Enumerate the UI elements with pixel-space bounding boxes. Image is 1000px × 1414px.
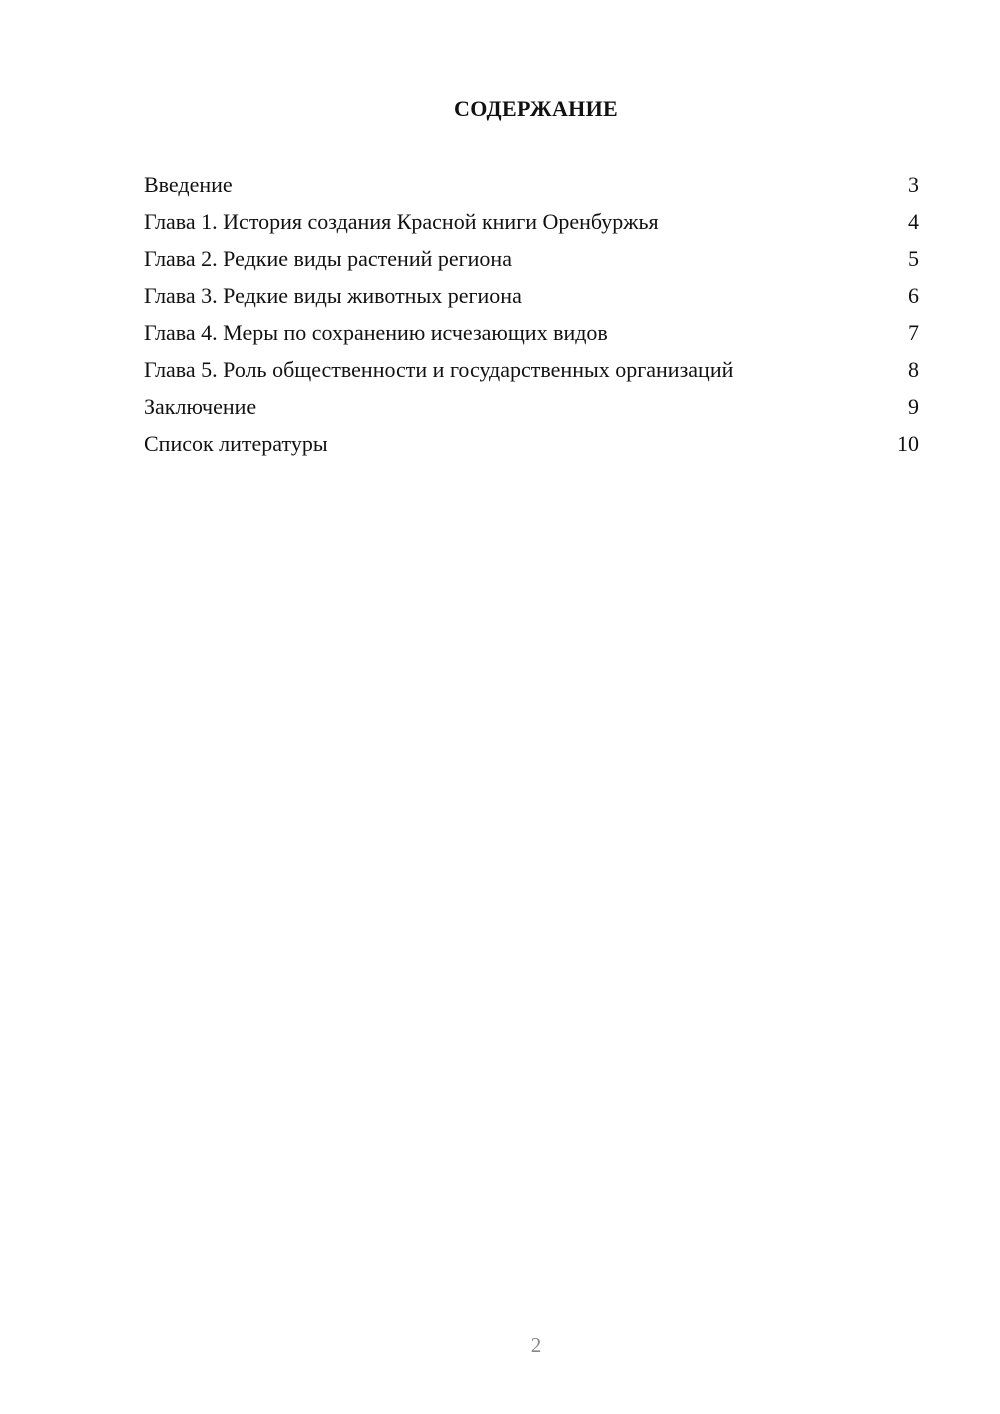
toc-entry-label: Глава 4. Меры по сохранению исчезающих видов <box>144 320 608 345</box>
toc-entry-label: Глава 3. Редкие виды животных региона <box>144 283 522 308</box>
toc-entry-page: 10 <box>897 431 919 456</box>
toc-entry-label: Заключение <box>144 394 257 419</box>
toc-entry-label: Глава 5. Роль общественности и государственных организаций <box>144 357 734 382</box>
toc-entry-label: Глава 1. История создания Красной книги Оренбуржья <box>144 209 659 234</box>
toc-entry-page: 8 <box>908 357 919 382</box>
toc-entry-page: 3 <box>908 172 919 197</box>
toc-entry-introduction <box>144 168 919 205</box>
toc-entry-chapter-1 <box>144 205 919 242</box>
toc-entry-page: 9 <box>908 394 919 419</box>
toc-entry-page: 7 <box>908 320 919 345</box>
toc-entry-conclusion <box>144 390 919 427</box>
toc-entry-label: Список литературы <box>144 431 328 456</box>
toc-entry-chapter-5 <box>144 353 919 390</box>
toc-entry-chapter-2 <box>144 242 919 279</box>
toc-entry-chapter-3 <box>144 279 919 316</box>
page-number: 2 <box>530 1333 542 1357</box>
toc-entry-page: 4 <box>908 209 919 234</box>
toc-entry-references <box>144 427 919 464</box>
toc-entry-label: Введение <box>144 172 233 197</box>
toc-entry-label: Глава 2. Редкие виды растений региона <box>144 246 512 271</box>
toc-entry-chapter-4 <box>144 316 919 353</box>
toc-entry-page: 5 <box>908 246 919 271</box>
table-of-contents <box>144 168 919 464</box>
toc-entry-page: 6 <box>908 283 919 308</box>
toc-title: СОДЕРЖАНИЕ <box>454 96 618 121</box>
